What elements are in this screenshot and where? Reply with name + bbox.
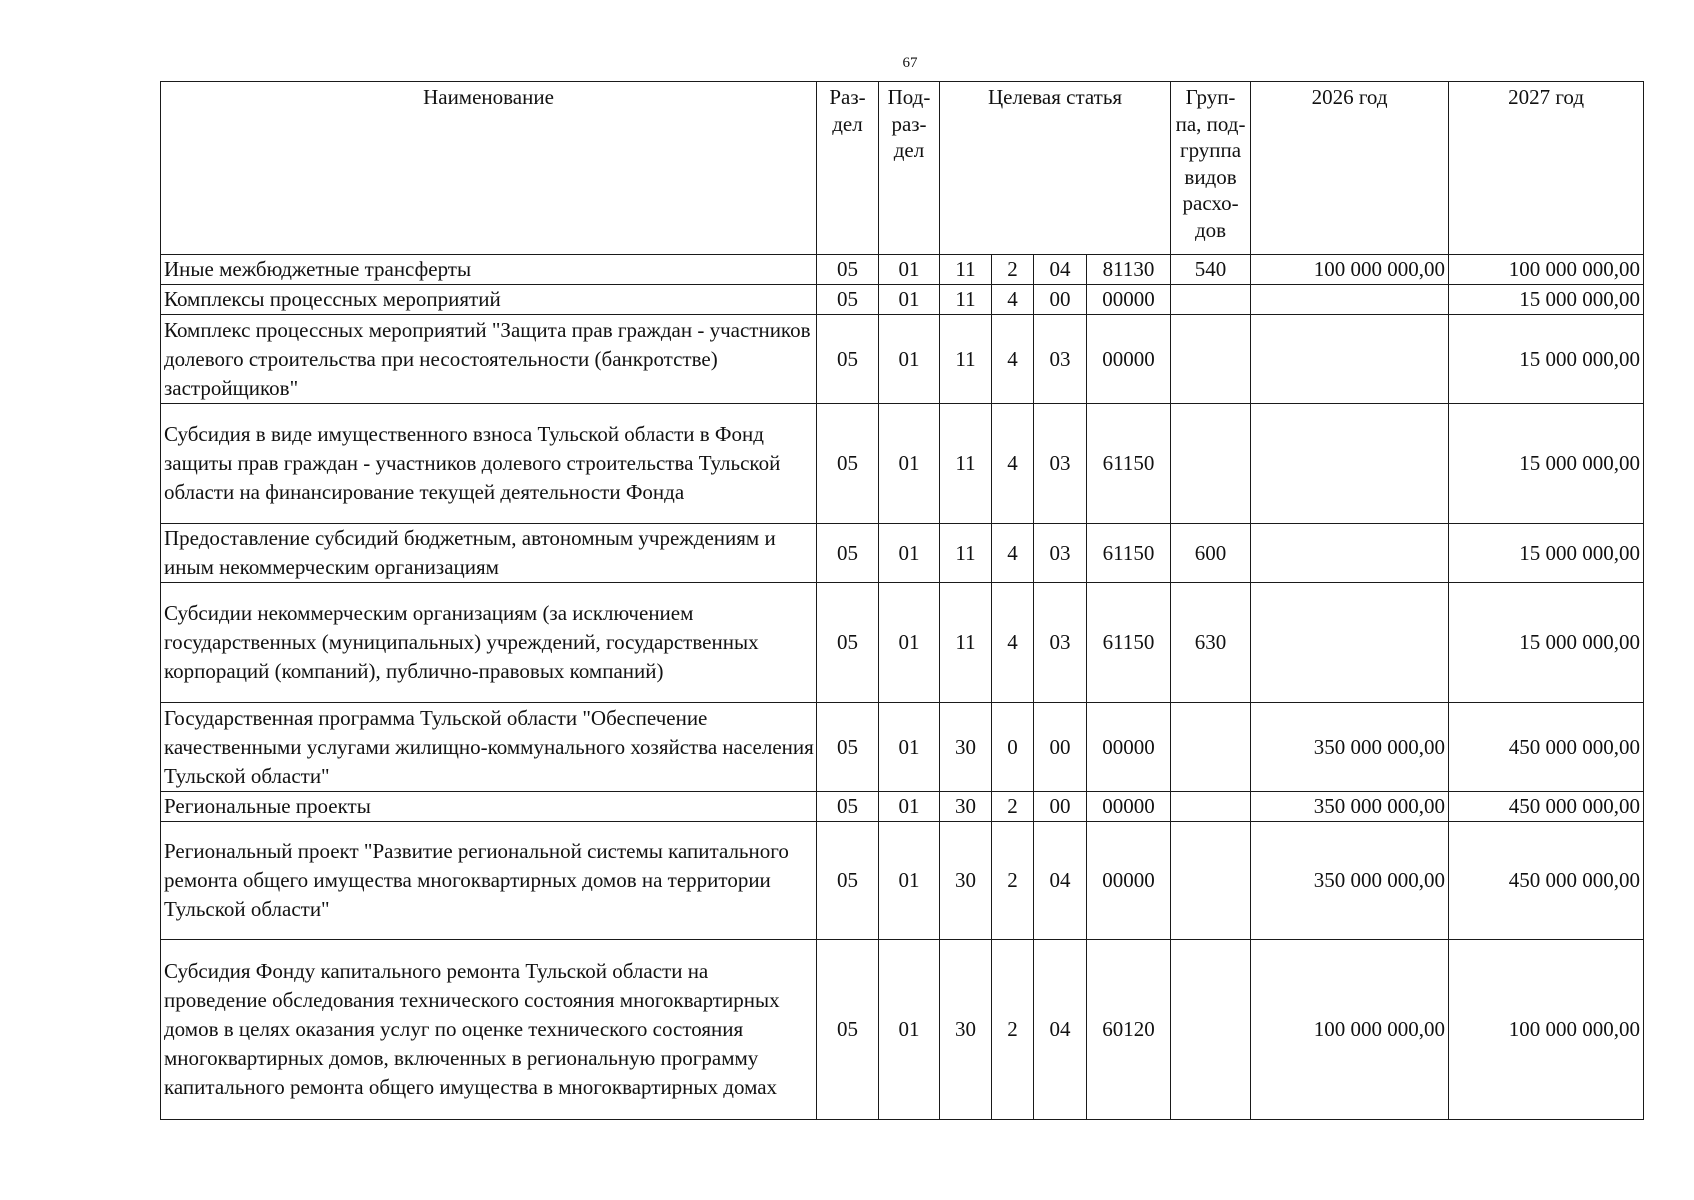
row-amount-2027: 100 000 000,00 (1449, 255, 1644, 285)
header-row (161, 82, 1644, 255)
row-amount-2027: 15 000 000,00 (1449, 404, 1644, 524)
row-name: Субсидия в виде имущественного взноса Тульской области в Фонд защиты прав граждан - участников долевого строительства Тульской области на финансирование текущей деятельности Фонда (161, 404, 817, 524)
row-name: Региональный проект "Развитие региональной системы капитального ремонта общего имущества многоквартирных домов на территории Тульской области" (161, 822, 817, 940)
row-target-program: 30 (940, 822, 992, 940)
row-expense-group (1171, 940, 1251, 1120)
row-amount-2026: 350 000 000,00 (1251, 822, 1449, 940)
row-target-direction: 61150 (1087, 404, 1171, 524)
header-razdel-line: Раз- (829, 85, 866, 109)
row-target-type: 4 (992, 285, 1034, 315)
row-name: Региональные проекты (161, 792, 817, 822)
row-target-direction: 61150 (1087, 583, 1171, 703)
header-podrazdel-line: Под- (887, 85, 931, 109)
table-row (161, 524, 1644, 583)
row-amount-2027: 15 000 000,00 (1449, 583, 1644, 703)
row-podrazdel: 01 (879, 703, 940, 792)
row-amount-2027: 100 000 000,00 (1449, 940, 1644, 1120)
header-target-article: Целевая статья (940, 82, 1171, 255)
row-target-element: 03 (1034, 524, 1087, 583)
row-target-program: 11 (940, 404, 992, 524)
row-expense-group (1171, 792, 1251, 822)
row-name: Субсидии некоммерческим организациям (за исключением государственных (муниципальных) учреждений, государственных корпораций (компаний), публично-правовых компаний) (161, 583, 817, 703)
row-target-element: 03 (1034, 583, 1087, 703)
header-group-line: группа (1179, 138, 1242, 162)
row-amount-2027: 15 000 000,00 (1449, 524, 1644, 583)
row-target-type: 4 (992, 315, 1034, 404)
row-target-type: 2 (992, 255, 1034, 285)
row-amount-2026: 100 000 000,00 (1251, 255, 1449, 285)
row-target-program: 11 (940, 524, 992, 583)
row-target-direction: 00000 (1087, 822, 1171, 940)
row-amount-2026: 350 000 000,00 (1251, 792, 1449, 822)
row-target-element: 00 (1034, 285, 1087, 315)
row-podrazdel: 01 (879, 404, 940, 524)
table-row (161, 703, 1644, 792)
row-expense-group (1171, 315, 1251, 404)
table-row (161, 255, 1644, 285)
row-razdel: 05 (817, 255, 879, 285)
row-podrazdel: 01 (879, 792, 940, 822)
row-expense-group (1171, 703, 1251, 792)
table-row (161, 583, 1644, 703)
header-year-2027: 2027 год (1449, 82, 1644, 255)
row-name: Государственная программа Тульской области "Обеспечение качественными услугами жилищно-коммунального хозяйства населения Тульской области" (161, 703, 817, 792)
row-podrazdel: 01 (879, 285, 940, 315)
table-row (161, 404, 1644, 524)
row-target-type: 2 (992, 940, 1034, 1120)
row-amount-2026 (1251, 315, 1449, 404)
row-amount-2027: 450 000 000,00 (1449, 703, 1644, 792)
row-target-element: 03 (1034, 315, 1087, 404)
row-target-element: 04 (1034, 940, 1087, 1120)
row-podrazdel: 01 (879, 822, 940, 940)
header-group-line: дов (1194, 217, 1227, 242)
header-group-line: расхо- (1182, 191, 1239, 215)
row-amount-2026 (1251, 583, 1449, 703)
row-target-type: 0 (992, 703, 1034, 792)
row-razdel: 05 (817, 524, 879, 583)
row-target-type: 4 (992, 404, 1034, 524)
row-expense-group (1171, 822, 1251, 940)
row-expense-group: 540 (1171, 255, 1251, 285)
row-target-direction: 00000 (1087, 792, 1171, 822)
row-expense-group (1171, 404, 1251, 524)
row-target-direction: 00000 (1087, 285, 1171, 315)
row-amount-2026 (1251, 285, 1449, 315)
row-target-element: 04 (1034, 822, 1087, 940)
row-amount-2027: 15 000 000,00 (1449, 315, 1644, 404)
row-target-direction: 81130 (1087, 255, 1171, 285)
row-razdel: 05 (817, 792, 879, 822)
header-year-2026: 2026 год (1251, 82, 1449, 255)
row-target-type: 4 (992, 524, 1034, 583)
row-razdel: 05 (817, 315, 879, 404)
row-razdel: 05 (817, 703, 879, 792)
row-amount-2027: 450 000 000,00 (1449, 822, 1644, 940)
row-target-element: 03 (1034, 404, 1087, 524)
table-row (161, 822, 1644, 940)
header-podrazdel-line: раз- (891, 111, 927, 136)
row-target-direction: 00000 (1087, 315, 1171, 404)
row-amount-2026: 100 000 000,00 (1251, 940, 1449, 1120)
row-podrazdel: 01 (879, 583, 940, 703)
row-target-program: 11 (940, 255, 992, 285)
header-name: Наименование (161, 82, 817, 255)
row-target-program: 30 (940, 940, 992, 1120)
table-row (161, 315, 1644, 404)
row-target-program: 11 (940, 315, 992, 404)
row-expense-group: 630 (1171, 583, 1251, 703)
row-podrazdel: 01 (879, 315, 940, 404)
row-podrazdel: 01 (879, 524, 940, 583)
table-row (161, 940, 1644, 1120)
table-row (161, 792, 1644, 822)
page-number: 67 (902, 55, 918, 71)
row-name: Иные межбюджетные трансферты (161, 255, 817, 285)
row-target-element: 04 (1034, 255, 1087, 285)
row-razdel: 05 (817, 583, 879, 703)
row-target-program: 11 (940, 285, 992, 315)
header-group-line: видов (1184, 164, 1237, 189)
row-name: Комплекс процессных мероприятий "Защита прав граждан - участников долевого строительства при несостоятельности (банкротстве) застройщиков" (161, 315, 817, 404)
table-row (161, 285, 1644, 315)
header-podrazdel-line: дел (893, 138, 925, 162)
header-razdel-line: дел (832, 111, 863, 136)
header-razdel (817, 82, 879, 255)
row-target-type: 4 (992, 583, 1034, 703)
row-podrazdel: 01 (879, 255, 940, 285)
row-razdel: 05 (817, 285, 879, 315)
row-name: Субсидия Фонду капитального ремонта Тульской области на проведение обследования технического состояния многоквартирных домов в целях оказания услуг по оценке технического состояния многоквартирных домов, включенных в региональную программу капитального ремонта общего имущества в многоквартирных домах (161, 940, 817, 1120)
row-amount-2027: 15 000 000,00 (1449, 285, 1644, 315)
row-target-program: 30 (940, 703, 992, 792)
row-expense-group: 600 (1171, 524, 1251, 583)
budget-table (160, 81, 1644, 1120)
row-amount-2026 (1251, 404, 1449, 524)
row-expense-group (1171, 285, 1251, 315)
row-podrazdel: 01 (879, 940, 940, 1120)
row-target-program: 11 (940, 583, 992, 703)
row-razdel: 05 (817, 404, 879, 524)
row-target-type: 2 (992, 822, 1034, 940)
row-target-direction: 00000 (1087, 703, 1171, 792)
row-amount-2026: 350 000 000,00 (1251, 703, 1449, 792)
row-name: Предоставление субсидий бюджетным, автономным учреждениям и иным некоммерческим организациям (161, 524, 817, 583)
header-podrazdel (879, 82, 940, 255)
row-razdel: 05 (817, 940, 879, 1120)
row-amount-2026 (1251, 524, 1449, 583)
row-target-element: 00 (1034, 703, 1087, 792)
header-group-line: Груп- (1185, 85, 1236, 109)
header-expense-group (1171, 82, 1251, 255)
row-name: Комплексы процессных мероприятий (161, 285, 817, 315)
row-target-direction: 60120 (1087, 940, 1171, 1120)
row-target-element: 00 (1034, 792, 1087, 822)
row-amount-2027: 450 000 000,00 (1449, 792, 1644, 822)
row-target-direction: 61150 (1087, 524, 1171, 583)
row-razdel: 05 (817, 822, 879, 940)
row-target-program: 30 (940, 792, 992, 822)
row-target-type: 2 (992, 792, 1034, 822)
header-group-line: па, под- (1175, 111, 1246, 136)
